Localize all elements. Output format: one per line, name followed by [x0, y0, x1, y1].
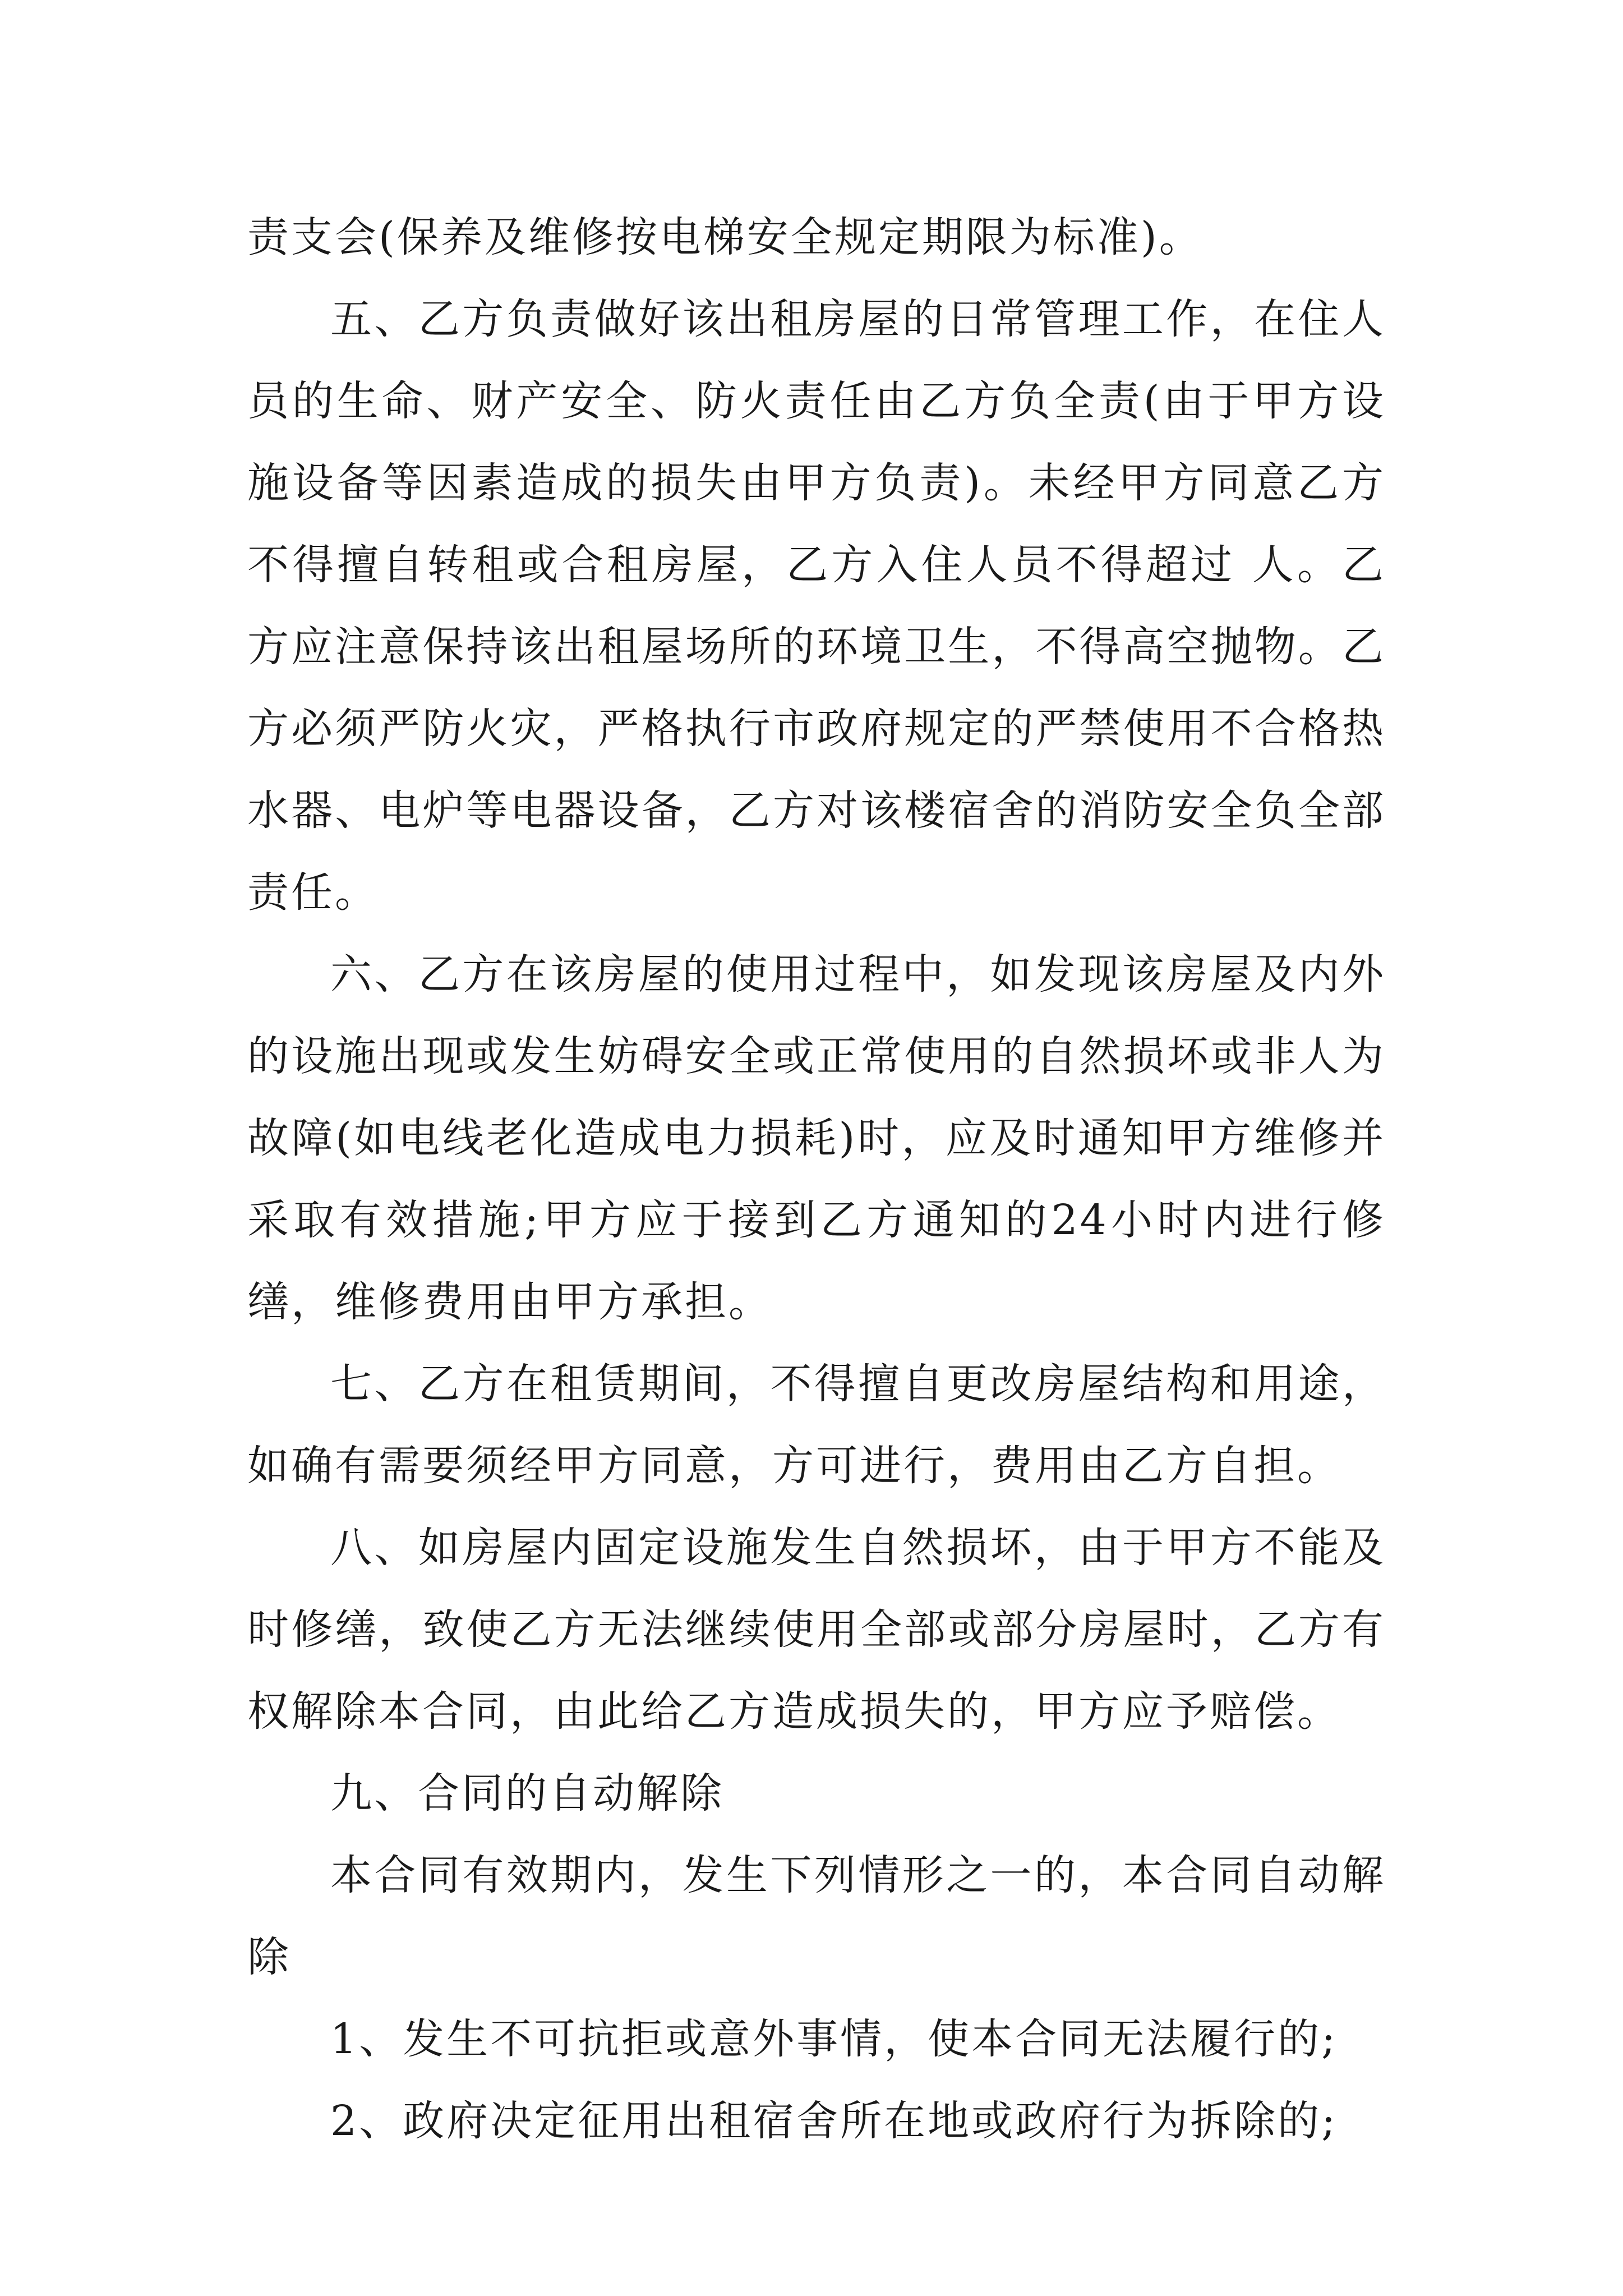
- paragraph-clause-9-heading: 九、合同的自动解除: [330, 1769, 724, 1818]
- paragraph-elevator-maintenance: 责支会(保养及维修按电梯安全规定期限为标准)。: [247, 213, 1203, 261]
- paragraph-clause-9-intro: 本合同有效期内，发生下列情形之一的，本合同自动解除: [247, 1851, 1386, 1981]
- paragraph-clause-8: 八、如房屋内固定设施发生自然损坏，由于甲方不能及时修缮，致使乙方无法继续使用全部或部分房屋时，乙方有权解除本合同，由此给乙方造成损失的，甲方应予赔偿。: [247, 1524, 1386, 1736]
- paragraph-clause-5: 五、乙方负责做好该出租房屋的日常管理工作，在住人员的生命、财产安全、防火责任由乙方负全责(由于甲方设施设备等因素造成的损失由甲方负责)。未经甲方同意乙方不得擅自转租或合租房屋，乙方入住人员不得超过 人。乙方应注意保持该出租屋场所的环境卫生，不得高空抛物。乙方必须严防火灾，严格执行市政府规定的严禁使用不合格热水器、电炉等电器设备，乙方对该楼宿舍的消防安全负全部责任。: [247, 295, 1386, 917]
- document-body: [247, 196, 1386, 2162]
- paragraph-clause-6: 六、乙方在该房屋的使用过程中，如发现该房屋及内外的设施出现或发生妨碍安全或正常使用的自然损坏或非人为故障(如电线老化造成电力损耗)时，应及时通知甲方维修并采取有效措施;甲方应于接到乙方通知的24小时内进行修缮，维修费用由甲方承担。: [247, 950, 1386, 1326]
- paragraph-clause-9-item-1: 1、发生不可抗拒或意外事情，使本合同无法履行的;: [330, 2015, 1338, 2063]
- paragraph-clause-9-item-2: 2、政府决定征用出租宿舍所在地或政府行为拆除的;: [330, 2097, 1338, 2145]
- paragraph-clause-7: 七、乙方在租赁期间，不得擅自更改房屋结构和用途，如确有需要须经甲方同意，方可进行，费用由乙方自担。: [247, 1360, 1386, 1490]
